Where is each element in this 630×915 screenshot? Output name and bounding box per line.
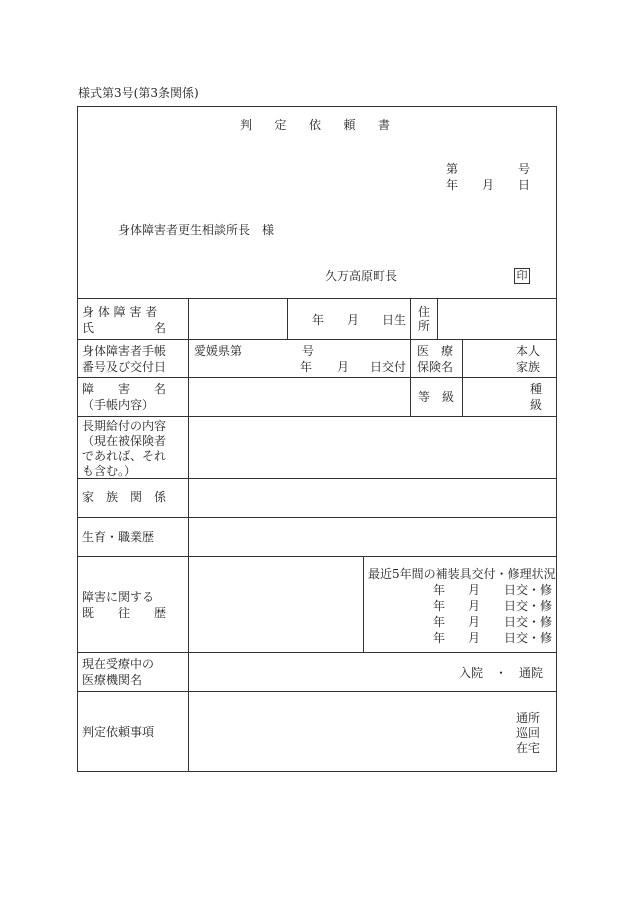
- frame-top: [77, 106, 557, 107]
- kind-label: 種: [530, 382, 543, 396]
- date-month: 月: [482, 178, 495, 192]
- birth-month: 月: [347, 313, 360, 327]
- career-label: 生育・職業歴: [82, 530, 155, 544]
- handbook-number: 号: [302, 344, 315, 358]
- medical-label-1: 現在受療中の: [82, 657, 155, 671]
- history-label-2: 既 往 歴: [82, 606, 167, 620]
- aids-status-4: 日交・修: [504, 631, 553, 645]
- request-label: 判定依頼事項: [82, 725, 155, 739]
- issue-day: 日交付: [370, 360, 407, 374]
- aids-month-1: 月: [468, 583, 481, 597]
- row-line-2: [77, 339, 557, 340]
- row-line-6: [77, 517, 557, 518]
- name-divider-3: [437, 298, 438, 339]
- frame-right: [556, 106, 557, 772]
- request-option-tour: 巡回: [516, 726, 541, 740]
- form-id: 様式第3号(第3条関係): [78, 86, 199, 100]
- row-line-1: [77, 298, 557, 299]
- date-day: 日: [518, 178, 531, 192]
- number-label: 第: [446, 162, 459, 176]
- label-column-line: [188, 298, 189, 772]
- class-label: 級: [530, 398, 543, 412]
- issue-month: 月: [337, 360, 350, 374]
- handbook-label-2: 番号及び交付日: [82, 360, 167, 374]
- name-label-1: 身 体 障 害 者: [82, 305, 158, 319]
- frame-left: [77, 106, 78, 772]
- aids-year-2: 年: [433, 599, 446, 613]
- aids-title: 最近5年間の補装具交付・修理状況: [368, 567, 556, 581]
- handbook-label-1: 身体障害者手帳: [82, 344, 167, 358]
- benefit-label-2: （現在被保険者: [82, 434, 167, 448]
- title-char: 書: [377, 118, 390, 132]
- birth-day: 日生: [382, 313, 407, 327]
- sender: 久万高原町長: [325, 269, 398, 283]
- frame-bottom: [77, 771, 557, 772]
- name-divider-2: [410, 298, 411, 339]
- row-line-4: [77, 416, 557, 417]
- benefit-label-4: も含む。）: [82, 464, 137, 478]
- insurance-divider-2: [462, 339, 463, 416]
- aids-status-1: 日交・修: [504, 583, 553, 597]
- aids-month-2: 月: [468, 599, 481, 613]
- request-option-visit: 通所: [516, 711, 541, 725]
- title-char: 頼: [343, 118, 356, 132]
- disability-label-2: （手帳内容）: [82, 398, 155, 412]
- date-year: 年: [446, 178, 459, 192]
- aids-year-4: 年: [433, 631, 446, 645]
- issue-year: 年: [300, 360, 313, 374]
- insured-self: 本人: [516, 344, 541, 358]
- aids-status-3: 日交・修: [504, 615, 553, 629]
- insured-family: 家族: [516, 360, 541, 374]
- row-line-3: [77, 377, 557, 378]
- aids-month-3: 月: [468, 615, 481, 629]
- name-label-2: 氏 名: [82, 321, 167, 335]
- addressee: 身体障害者更生相談所長 様: [118, 223, 275, 237]
- aids-status-2: 日交・修: [504, 599, 553, 613]
- address-label-2: 所: [418, 319, 431, 333]
- grade-label: 等 級: [418, 390, 455, 404]
- benefit-label-1: 長期給付の内容: [82, 419, 167, 433]
- title-char: 判: [240, 118, 253, 132]
- row-line-8: [77, 652, 557, 653]
- insurance-label-1: 医 療: [417, 344, 454, 358]
- row-line-9: [77, 691, 557, 692]
- name-divider-1: [287, 298, 288, 339]
- row-line-5: [77, 478, 557, 479]
- row-line-7: [77, 556, 557, 557]
- insurance-divider-1: [410, 339, 411, 416]
- aids-year-3: 年: [433, 615, 446, 629]
- handbook-prefecture: 愛媛県第: [194, 344, 243, 358]
- family-label: 家 族 関 係: [82, 490, 167, 504]
- title-char: 依: [308, 118, 321, 132]
- seal-mark: 印: [514, 268, 530, 284]
- aids-year-1: 年: [433, 583, 446, 597]
- number-suffix: 号: [518, 162, 531, 176]
- history-divider: [363, 556, 364, 652]
- birth-year: 年: [312, 313, 325, 327]
- benefit-label-3: であれば、それ: [82, 449, 167, 463]
- medical-label-2: 医療機関名: [82, 673, 143, 687]
- request-option-home: 在宅: [516, 741, 541, 755]
- insurance-label-2: 保険名: [417, 360, 454, 374]
- history-label-1: 障害に関する: [82, 590, 155, 604]
- medical-status: 入院 ・ 通院: [459, 666, 544, 680]
- title-char: 定: [274, 118, 287, 132]
- disability-label-1: 障 害 名: [82, 382, 167, 396]
- address-label-1: 住: [418, 305, 431, 319]
- aids-month-4: 月: [468, 631, 481, 645]
- document-title: [240, 118, 390, 132]
